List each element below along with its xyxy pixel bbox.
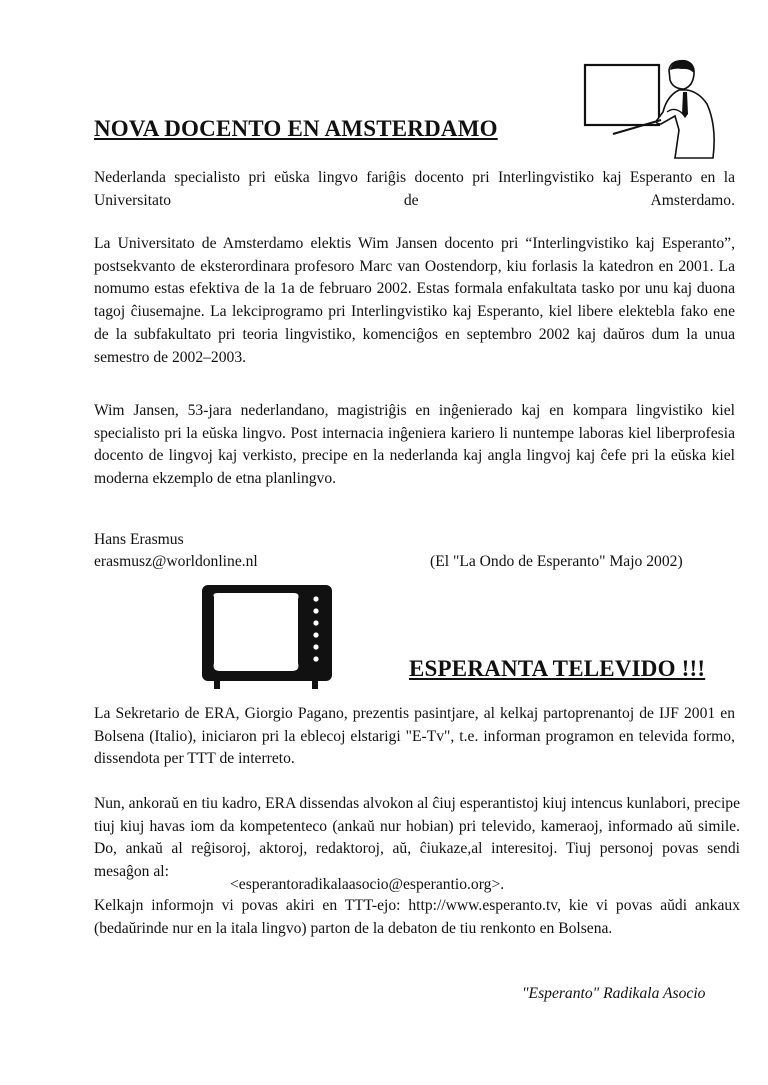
signature: "Esperanto" Radikala Asocio xyxy=(522,985,706,1002)
article-paragraph: La Universitato de Amsterdamo elektis Wim Jansen docento pri “Interlingvistiko kaj Esperanto”, postsekvanto de eksterordinara profesoro Marc van Oostendorp, kiu forlasis la katedron en 2001. La nomumo estas efektiva de la 1a de februaro 2002. Estas formala enfakultata tasko por unu kaj duona tagoj ĉiusemajne. La lekciprogramo pri Interlingvistiko kaj Esperanto, kiel libere elektebla fako ene de la subfakultato pri teoria lingvistiko, komenciĝos en septembro 2002 kaj daŭros dum la unua semestro de 2002–2003. xyxy=(94,235,735,366)
teacher-clipart-icon xyxy=(583,56,723,160)
article-paragraph: Kelkajn informojn vi povas akiri en TTT-ejo: http://www.esperanto.tv, kie vi povas aŭdi ankaux (bedaŭrinde nur en la itala lingvo) parton de la debaton de tiu renkonto en Bolsena. xyxy=(94,897,740,937)
article-paragraph: La Sekretario de ERA, Giorgio Pagano, prezentis pasintjare, al kelkaj partoprenantoj de IJF 2001 en Bolsena (Italio), iniciaron pri la eblecoj elstarigi "E-Tv", t.e. informan programon en televida formo, dissendota per TTT de interreto. xyxy=(94,705,735,768)
author-name: Hans Erasmus xyxy=(94,531,184,548)
author-email: erasmusz@worldonline.nl xyxy=(94,553,258,570)
article-paragraph: Nun, ankoraŭ en tiu kadro, ERA dissendas alvokon al ĉiuj esperantistoj kiuj intencus kunlabori, precipe tiuj kiuj havas iom da kompetenteco (ankaŭ nur hobian) pri televido, kameraoj, informado aŭ simile. Do, ankaŭ al reĝisoroj, aktoroj, redaktoroj, aŭ, ĉiukaze,al interesitoj. Tiuj personoj povas sendi mesaĝon al: xyxy=(94,795,740,881)
contact-email: <esperantoradikalaasocio@esperantio.org>. xyxy=(230,876,505,893)
article-title: NOVA DOCENTO EN AMSTERDAMO xyxy=(94,116,498,141)
source-citation: (El "La Ondo de Esperanto" Majo 2002) xyxy=(430,553,683,570)
article-paragraph: Wim Jansen, 53-jara nederlandano, magistriĝis en inĝenierado kaj en kompara lingvistiko kiel specialisto pri la eŭska lingvo. Post internacia inĝeniera kariero li nuntempe laboras kiel liberprofesia docento de lingvoj kaj verkisto, precipe en la nederlanda kaj angla lingvoj kaj ĉefe pri la eŭska kiel moderna ekzemplo de etna planlingvo. xyxy=(94,402,735,488)
article-lead: Nederlanda specialisto pri eŭska lingvo fariĝis docento pri Interlingvistiko kaj Esperanto en la Universitato de Amsterdamo. xyxy=(94,169,735,209)
article-title: ESPERANTA TELEVIDO !!! xyxy=(409,656,706,681)
television-clipart-icon xyxy=(200,583,334,691)
